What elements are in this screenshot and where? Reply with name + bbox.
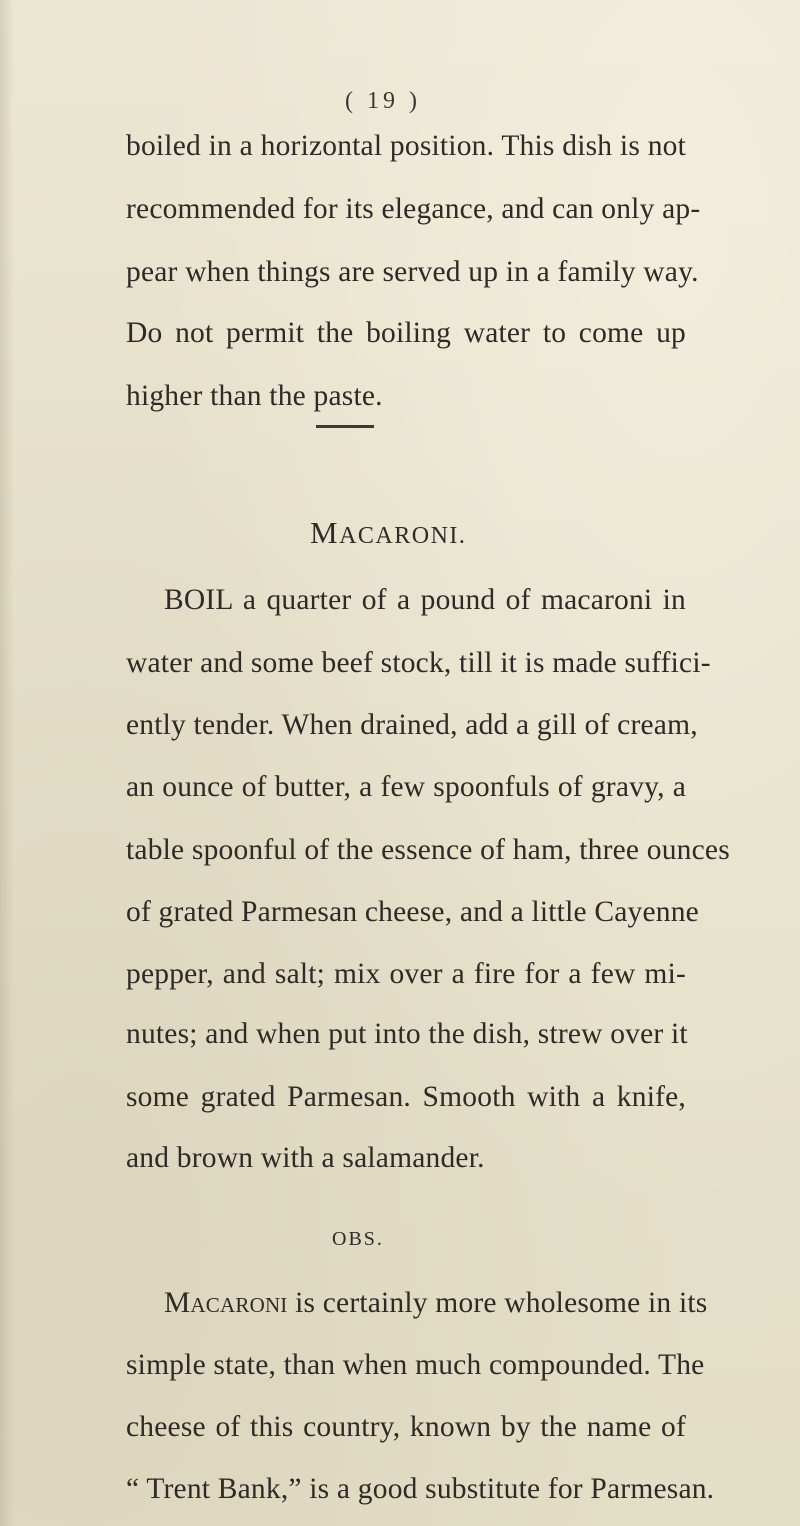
recipe-line-10: and brown with a salamander. <box>126 1142 485 1174</box>
section-title-initial: M <box>310 515 340 550</box>
recipe-line-5: table spoonful of the essence of ham, three ounces <box>126 834 730 866</box>
recipe-line-2: water and some beef stock, till it is made suffici- <box>126 647 711 679</box>
obs-line-4: “ Trent Bank,” is a good substitute for Parmesan. <box>126 1473 715 1505</box>
obs-line-3: cheese of this country, known by the name of <box>126 1411 686 1443</box>
recipe-line-1: BOIL a quarter of a pound of macaroni in <box>164 584 686 616</box>
intro-line-5: higher than the paste. <box>126 380 383 412</box>
recipe-line-9: some grated Parmesan. Smooth with a knife, <box>126 1081 686 1113</box>
page-number: ( 19 ) <box>345 88 421 114</box>
section-title <box>310 517 466 552</box>
obs-heading: OBS. <box>332 1228 384 1250</box>
intro-line-1: boiled in a horizontal position. This dish is not <box>126 130 686 162</box>
intro-line-4: Do not permit the boiling water to come up <box>126 317 686 349</box>
obs-line-2: simple state, than when much compounded. The <box>126 1349 705 1381</box>
recipe-line-3: ently tender. When drained, add a gill of cream, <box>126 709 698 741</box>
recipe-line-6: of grated Parmesan cheese, and a little Cayenne <box>126 896 699 928</box>
obs-first-line-rest: is certainly more wholesome in its <box>287 1287 708 1319</box>
intro-line-3: pear when things are served up in a family way. <box>126 256 699 288</box>
obs-line-1 <box>164 1283 708 1323</box>
obs-first-word: Macaroni <box>164 1287 288 1319</box>
recipe-line-8: nutes; and when put into the dish, strew over it <box>126 1018 688 1050</box>
section-divider <box>316 425 374 428</box>
intro-line-2: recommended for its elegance, and can only ap- <box>126 193 701 225</box>
recipe-line-4: an ounce of butter, a few spoonfuls of gravy, a <box>126 771 686 803</box>
recipe-line-7: pepper, and salt; mix over a fire for a few mi- <box>126 958 686 990</box>
section-title-rest: ACARONI. <box>339 523 467 549</box>
